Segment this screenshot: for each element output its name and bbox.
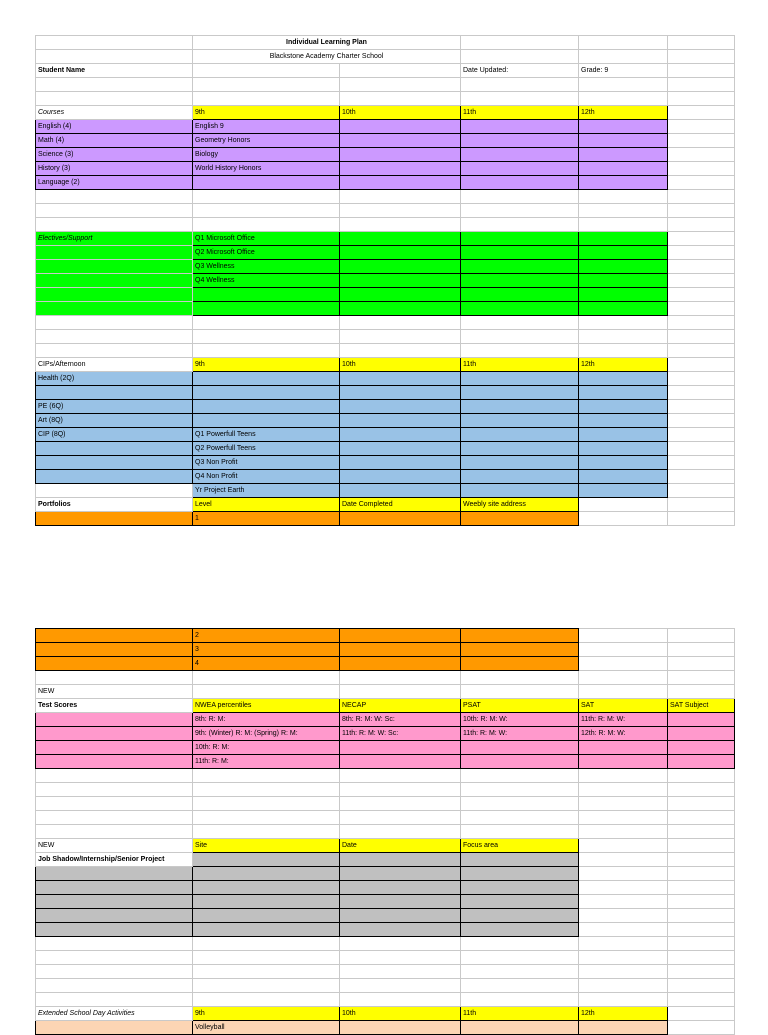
school-name: Blackstone Academy Charter School — [193, 50, 461, 64]
test-scores-label: Test Scores — [36, 699, 193, 713]
sat-subject-score[interactable] — [668, 755, 735, 769]
grade-9th-header: 9th — [193, 1007, 340, 1021]
elective-11th[interactable] — [461, 274, 579, 288]
ilp-sheet-page-2 — [35, 628, 735, 1035]
activity-10th[interactable] — [340, 1021, 461, 1035]
cip-10th[interactable] — [340, 470, 461, 484]
necap-score[interactable]: 8th: R: M: W: Sc: — [340, 713, 461, 727]
elective-12th[interactable] — [579, 302, 668, 316]
courses-label: Courses — [36, 106, 193, 120]
focus-area-cell[interactable] — [461, 881, 579, 895]
course-subject: Language (2) — [36, 176, 193, 190]
elective-11th[interactable] — [461, 288, 579, 302]
course-10th[interactable] — [340, 120, 461, 134]
course-11th[interactable] — [461, 148, 579, 162]
cip-row — [36, 470, 735, 484]
site-cell[interactable] — [193, 909, 340, 923]
extended-label: Extended School Day Activities — [36, 1007, 193, 1021]
cip-10th[interactable] — [340, 400, 461, 414]
cip-12th[interactable] — [579, 400, 668, 414]
cip-10th[interactable] — [340, 414, 461, 428]
cip-item[interactable]: Yr Project Earth — [193, 484, 340, 498]
psat-score[interactable] — [461, 755, 579, 769]
grade-label: Grade: 9 — [579, 64, 668, 78]
activity-12th[interactable] — [579, 1021, 668, 1035]
elective-12th[interactable] — [579, 260, 668, 274]
course-subject: English (4) — [36, 120, 193, 134]
course-row — [36, 134, 735, 148]
job-shadow-label: Job Shadow/Internship/Senior Project — [36, 853, 193, 867]
cip-item[interactable]: Q3 Non Profit — [193, 456, 340, 470]
cip-11th[interactable] — [461, 442, 579, 456]
course-subject: Math (4) — [36, 134, 193, 148]
portfolio-row — [36, 643, 735, 657]
cip-12th[interactable] — [579, 372, 668, 386]
sat-score[interactable]: 12th: R: M: W: — [579, 727, 668, 741]
elective-11th[interactable] — [461, 232, 579, 246]
course-12th[interactable] — [579, 134, 668, 148]
site-cell[interactable] — [193, 867, 340, 881]
job-shadow-row — [36, 867, 735, 881]
focus-area-cell[interactable] — [461, 895, 579, 909]
new-label: NEW — [36, 685, 193, 699]
focus-area-cell[interactable] — [461, 853, 579, 867]
course-11th[interactable] — [461, 162, 579, 176]
electives-row — [36, 260, 735, 274]
cip-row — [36, 428, 735, 442]
cip-item[interactable]: Q1 Powerfull Teens — [193, 428, 340, 442]
courses-header-row — [36, 106, 735, 120]
cip-11th[interactable] — [461, 470, 579, 484]
sat-subject-header: SAT Subject — [668, 699, 735, 713]
cip-11th[interactable] — [461, 456, 579, 470]
grade-10th-header: 10th — [340, 106, 461, 120]
date-cell[interactable] — [340, 853, 461, 867]
grade-10th-header: 10th — [340, 358, 461, 372]
grade-11th-header: 11th — [461, 106, 579, 120]
cip-subject: CIP (8Q) — [36, 428, 193, 442]
psat-score[interactable]: 10th: R: M: W: — [461, 713, 579, 727]
job-shadow-row — [36, 909, 735, 923]
portfolio-level: 2 — [193, 629, 340, 643]
cips-header-row — [36, 358, 735, 372]
course-row — [36, 148, 735, 162]
course-9th[interactable]: English 9 — [193, 120, 340, 134]
course-subject: Science (3) — [36, 148, 193, 162]
extended-row — [36, 1021, 735, 1035]
job-shadow-row — [36, 853, 735, 867]
portfolio-level: 1 — [193, 512, 340, 526]
site-cell[interactable] — [193, 853, 340, 867]
portfolio-site[interactable] — [461, 657, 579, 671]
cip-10th[interactable] — [340, 456, 461, 470]
date-cell[interactable] — [340, 909, 461, 923]
focus-area-cell[interactable] — [461, 923, 579, 937]
course-11th[interactable] — [461, 176, 579, 190]
psat-header: PSAT — [461, 699, 579, 713]
cip-item[interactable]: Q4 Non Profit — [193, 470, 340, 484]
site-header: Site — [193, 839, 340, 853]
cip-9th[interactable] — [193, 414, 340, 428]
elective-item[interactable]: Q2 Microsoft Office — [193, 246, 340, 260]
electives-row — [36, 274, 735, 288]
portfolio-row — [36, 629, 735, 643]
sat-score[interactable] — [579, 755, 668, 769]
portfolio-date[interactable] — [340, 643, 461, 657]
portfolios-header-row — [36, 498, 735, 512]
new-label: NEW — [36, 839, 193, 853]
job-shadow-header-row — [36, 839, 735, 853]
cip-11th[interactable] — [461, 386, 579, 400]
course-11th[interactable] — [461, 120, 579, 134]
cip-row — [36, 400, 735, 414]
portfolio-date[interactable] — [340, 512, 461, 526]
electives-row — [36, 288, 735, 302]
course-row — [36, 176, 735, 190]
cip-subject: PE (6Q) — [36, 400, 193, 414]
cip-11th[interactable] — [461, 414, 579, 428]
portfolio-level: 3 — [193, 643, 340, 657]
elective-10th[interactable] — [340, 260, 461, 274]
cip-row — [36, 414, 735, 428]
extended-header-row — [36, 1007, 735, 1021]
course-9th[interactable]: Geometry Honors — [193, 134, 340, 148]
nwea-score[interactable]: 11th: R: M: — [193, 755, 340, 769]
nwea-score[interactable]: 9th: (Winter) R: M: (Spring) R: M: — [193, 727, 340, 741]
cip-11th[interactable] — [461, 400, 579, 414]
cip-12th[interactable] — [579, 428, 668, 442]
elective-item[interactable] — [193, 302, 340, 316]
necap-score[interactable] — [340, 741, 461, 755]
electives-label: Electives/Support — [36, 232, 193, 246]
grade-11th-header: 11th — [461, 1007, 579, 1021]
elective-10th[interactable] — [340, 232, 461, 246]
date-cell[interactable] — [340, 895, 461, 909]
elective-10th[interactable] — [340, 274, 461, 288]
elective-item[interactable] — [193, 288, 340, 302]
cip-11th[interactable] — [461, 428, 579, 442]
elective-11th[interactable] — [461, 260, 579, 274]
cip-9th[interactable] — [193, 400, 340, 414]
course-10th[interactable] — [340, 134, 461, 148]
portfolio-site[interactable] — [461, 643, 579, 657]
cip-subject: Art (8Q) — [36, 414, 193, 428]
portfolios-label: Portfolios — [36, 498, 193, 512]
nwea-header: NWEA percentiles — [193, 699, 340, 713]
cip-row — [36, 484, 735, 498]
course-12th[interactable] — [579, 162, 668, 176]
course-9th[interactable]: Biology — [193, 148, 340, 162]
elective-11th[interactable] — [461, 302, 579, 316]
grade-12th-header: 12th — [579, 1007, 668, 1021]
sat-header: SAT — [579, 699, 668, 713]
activity-11th[interactable] — [461, 1021, 579, 1035]
course-10th[interactable] — [340, 148, 461, 162]
sat-subject-score[interactable] — [668, 741, 735, 755]
course-10th[interactable] — [340, 162, 461, 176]
course-9th[interactable] — [193, 176, 340, 190]
focus-area-header: Focus area — [461, 839, 579, 853]
grade-11th-header: 11th — [461, 358, 579, 372]
activity-9th[interactable]: Volleyball — [193, 1021, 340, 1035]
grade-10th-header: 10th — [340, 1007, 461, 1021]
test-score-row — [36, 727, 735, 741]
sat-subject-score[interactable] — [668, 713, 735, 727]
electives-row — [36, 232, 735, 246]
grade-12th-header: 12th — [579, 358, 668, 372]
portfolio-site-header: Weebly site address — [461, 498, 579, 512]
electives-row — [36, 246, 735, 260]
cip-9th[interactable] — [193, 372, 340, 386]
grade-12th-header: 12th — [579, 106, 668, 120]
student-name-label: Student Name — [36, 64, 193, 78]
necap-score[interactable] — [340, 755, 461, 769]
portfolio-level-header: Level — [193, 498, 340, 512]
portfolio-level: 4 — [193, 657, 340, 671]
test-score-row — [36, 755, 735, 769]
elective-item[interactable]: Q3 Wellness — [193, 260, 340, 274]
job-shadow-row — [36, 895, 735, 909]
cip-row — [36, 386, 735, 400]
elective-12th[interactable] — [579, 232, 668, 246]
portfolio-date[interactable] — [340, 657, 461, 671]
cip-10th[interactable] — [340, 428, 461, 442]
test-score-row — [36, 713, 735, 727]
date-header: Date — [340, 839, 461, 853]
date-cell[interactable] — [340, 867, 461, 881]
job-shadow-row — [36, 881, 735, 895]
elective-12th[interactable] — [579, 274, 668, 288]
necap-header: NECAP — [340, 699, 461, 713]
cips-label: CIPs/Afternoon — [36, 358, 193, 372]
test-score-row — [36, 741, 735, 755]
elective-10th[interactable] — [340, 246, 461, 260]
elective-11th[interactable] — [461, 246, 579, 260]
course-12th[interactable] — [579, 120, 668, 134]
date-cell[interactable] — [340, 881, 461, 895]
cip-10th[interactable] — [340, 442, 461, 456]
focus-area-cell[interactable] — [461, 909, 579, 923]
sat-score[interactable]: 11th: R: M: W: — [579, 713, 668, 727]
cip-12th[interactable] — [579, 386, 668, 400]
course-12th[interactable] — [579, 148, 668, 162]
date-cell[interactable] — [340, 923, 461, 937]
site-cell[interactable] — [193, 881, 340, 895]
elective-12th[interactable] — [579, 288, 668, 302]
portfolio-row — [36, 657, 735, 671]
course-row — [36, 120, 735, 134]
cip-12th[interactable] — [579, 414, 668, 428]
student-name-cell[interactable] — [193, 64, 340, 78]
elective-10th[interactable] — [340, 288, 461, 302]
nwea-score[interactable]: 8th: R: M: — [193, 713, 340, 727]
job-shadow-row — [36, 923, 735, 937]
date-updated-label: Date Updated: — [461, 64, 579, 78]
focus-area-cell[interactable] — [461, 867, 579, 881]
cip-9th[interactable] — [193, 386, 340, 400]
grade-9th-header: 9th — [193, 106, 340, 120]
cip-row — [36, 372, 735, 386]
course-10th[interactable] — [340, 176, 461, 190]
psat-score[interactable]: 11th: R: M: W: — [461, 727, 579, 741]
course-subject: History (3) — [36, 162, 193, 176]
grade-9th-header: 9th — [193, 358, 340, 372]
portfolio-date-header: Date Completed — [340, 498, 461, 512]
cip-10th[interactable] — [340, 484, 461, 498]
electives-row — [36, 302, 735, 316]
cip-subject: Health (2Q) — [36, 372, 193, 386]
portfolio-row — [36, 512, 735, 526]
portfolio-site[interactable] — [461, 629, 579, 643]
cip-item[interactable]: Q2 Powerfull Teens — [193, 442, 340, 456]
elective-item[interactable]: Q4 Wellness — [193, 274, 340, 288]
cip-12th[interactable] — [579, 484, 668, 498]
ilp-sheet-page-1 — [35, 35, 735, 526]
portfolio-site[interactable] — [461, 512, 579, 526]
cip-row — [36, 442, 735, 456]
cip-11th[interactable] — [461, 484, 579, 498]
cip-12th[interactable] — [579, 470, 668, 484]
course-12th[interactable] — [579, 176, 668, 190]
psat-score[interactable] — [461, 741, 579, 755]
cip-12th[interactable] — [579, 456, 668, 470]
necap-score[interactable]: 11th: R: M: W: Sc: — [340, 727, 461, 741]
test-scores-header-row — [36, 699, 735, 713]
cip-10th[interactable] — [340, 386, 461, 400]
elective-10th[interactable] — [340, 302, 461, 316]
cip-11th[interactable] — [461, 372, 579, 386]
cip-10th[interactable] — [340, 372, 461, 386]
nwea-score[interactable]: 10th: R: M: — [193, 741, 340, 755]
cip-12th[interactable] — [579, 442, 668, 456]
elective-12th[interactable] — [579, 246, 668, 260]
sat-subject-score[interactable] — [668, 727, 735, 741]
site-cell[interactable] — [193, 895, 340, 909]
site-cell[interactable] — [193, 923, 340, 937]
portfolio-date[interactable] — [340, 629, 461, 643]
page-title: Individual Learning Plan — [193, 36, 461, 50]
cip-row — [36, 456, 735, 470]
elective-item[interactable]: Q1 Microsoft Office — [193, 232, 340, 246]
course-9th[interactable]: World History Honors — [193, 162, 340, 176]
course-11th[interactable] — [461, 134, 579, 148]
course-row — [36, 162, 735, 176]
sat-score[interactable] — [579, 741, 668, 755]
